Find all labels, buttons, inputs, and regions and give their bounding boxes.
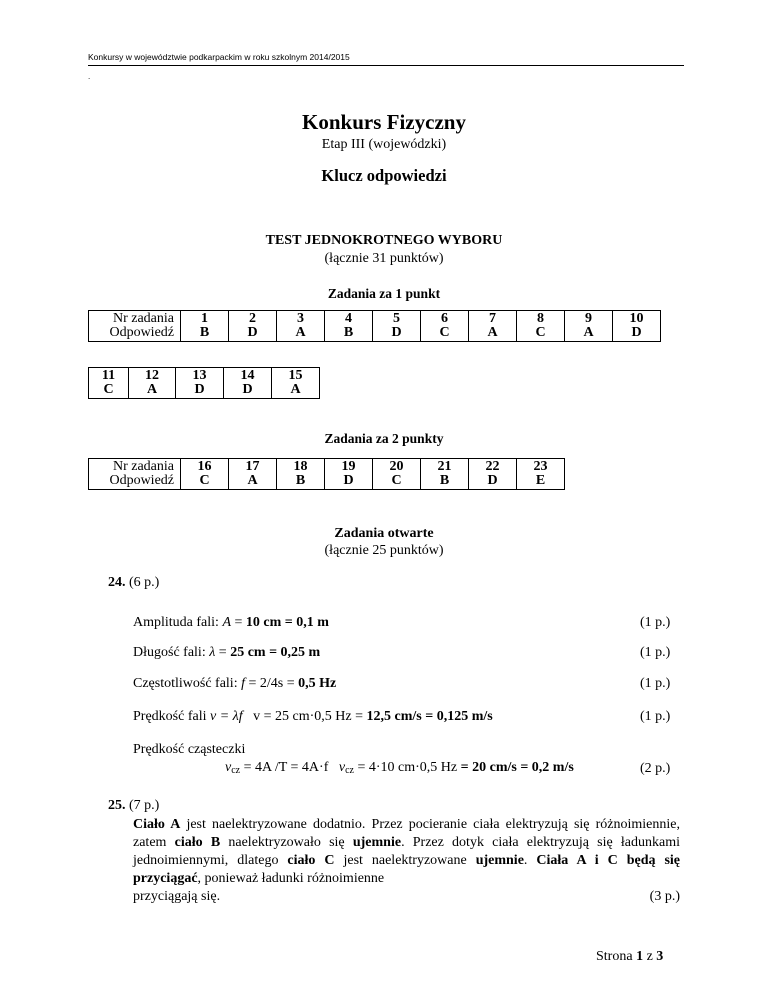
answer-cell: 6 C: [421, 311, 469, 342]
document-title: Konkurs Fizyczny: [302, 110, 466, 134]
answer-cell: 14 D: [224, 368, 272, 399]
points-frequency: (1 p.): [640, 676, 671, 691]
answer-cell: 16 C: [181, 459, 229, 490]
answer-cell: 1 B: [181, 311, 229, 342]
answer-cell: 5 D: [373, 311, 421, 342]
answer-cell: 8 C: [517, 311, 565, 342]
answer-table-2: [88, 367, 320, 399]
particle-velocity-label: Prędkość cząsteczki: [133, 742, 246, 757]
answer-cell: 18 B: [277, 459, 325, 490]
open-tasks-points: (łącznie 25 punktów): [324, 543, 444, 558]
frequency-line: Częstotliwość fali: f = 2/4s = 0,5 Hz: [133, 676, 337, 691]
page-footer: Strona 1 z 3: [596, 949, 664, 964]
question-24-header: 24. (6 p.): [108, 575, 160, 590]
answer-cell: 10 D: [613, 311, 661, 342]
answer-cell: 12 A: [129, 368, 176, 399]
answer-cell: 23 E: [517, 459, 565, 490]
answer-cell: 9 A: [565, 311, 613, 342]
answer-cell: 11 C: [89, 368, 129, 399]
points-velocity: (1 p.): [640, 709, 671, 724]
amplitude-line: Amplituda fali: A = 10 cm = 0,1 m: [133, 615, 329, 630]
answer-cell: 22 D: [469, 459, 517, 490]
running-header: Konkursy w województwie podkarpackim w roku szkolnym 2014/2015: [88, 51, 684, 66]
particle-velocity-formula: $v_{cz} = 4A$ /T = 4A·f $v_{cz} = 4\cdot 10$ cm·0,5 Hz = 20 cm/s = 0,2 m/s: [225, 760, 574, 776]
points-wavelength: (1 p.): [640, 645, 671, 660]
test-points: (łącznie 31 punktów): [324, 251, 444, 266]
answer-cell: 15 A: [272, 368, 320, 399]
section-2-points-title: Zadania za 2 punkty: [324, 431, 444, 446]
answer-cell: 2 D: [229, 311, 277, 342]
row-label-cell: Nr zadania Odpowiedź: [89, 311, 181, 342]
points-q25: (3 p.): [649, 889, 680, 904]
answer-cell: 19 D: [325, 459, 373, 490]
answer-table-3: [88, 458, 565, 490]
answer-key-title: Klucz odpowiedzi: [321, 166, 447, 185]
open-tasks-title: Zadania otwarte: [334, 526, 434, 541]
answer-cell: 21 B: [421, 459, 469, 490]
row-label-cell: Nr zadania Odpowiedź: [89, 459, 181, 490]
answer-table-1: [88, 310, 661, 342]
wavelength-line: Długość fali: λ = 25 cm = 0,25 m: [133, 645, 321, 660]
answer-cell: 7 A: [469, 311, 517, 342]
question-25-answer: Ciało A jest naelektryzowane dodatnio. Przez pocieranie ciała elektryzują się różnoimiennie, zatem ciało B naelektryzowało się ujemnie. Przez dotyk ciała elektryzują się ładunkami jednoimiennymi, dlatego ciało C jest naelektryzowane ujemnie. Ciała A i C będą się przyciągać, ponieważ ładunki różnoimienne przyciągają się. (3 p.): [133, 817, 681, 904]
answer-cell: 4 B: [325, 311, 373, 342]
answer-cell: 17 A: [229, 459, 277, 490]
points-particle-velocity: (2 p.): [640, 761, 671, 776]
answer-cell: 3 A: [277, 311, 325, 342]
question-25-header: 25. (7 p.): [108, 798, 160, 813]
velocity-line: Prędkość fali v = λf v = 25 cm·0,5 Hz = 12,5 cm/s = 0,125 m/s: [133, 709, 493, 724]
section-1-point-title: Zadania za 1 punkt: [327, 286, 441, 301]
document-subtitle: Etap III (wojewódzki): [321, 137, 447, 152]
header-dot: .: [88, 72, 91, 81]
answer-cell: 13 D: [176, 368, 224, 399]
test-title: TEST JEDNOKROTNEGO WYBORU: [265, 233, 503, 248]
points-amplitude: (1 p.): [640, 615, 671, 630]
answer-cell: 20 C: [373, 459, 421, 490]
